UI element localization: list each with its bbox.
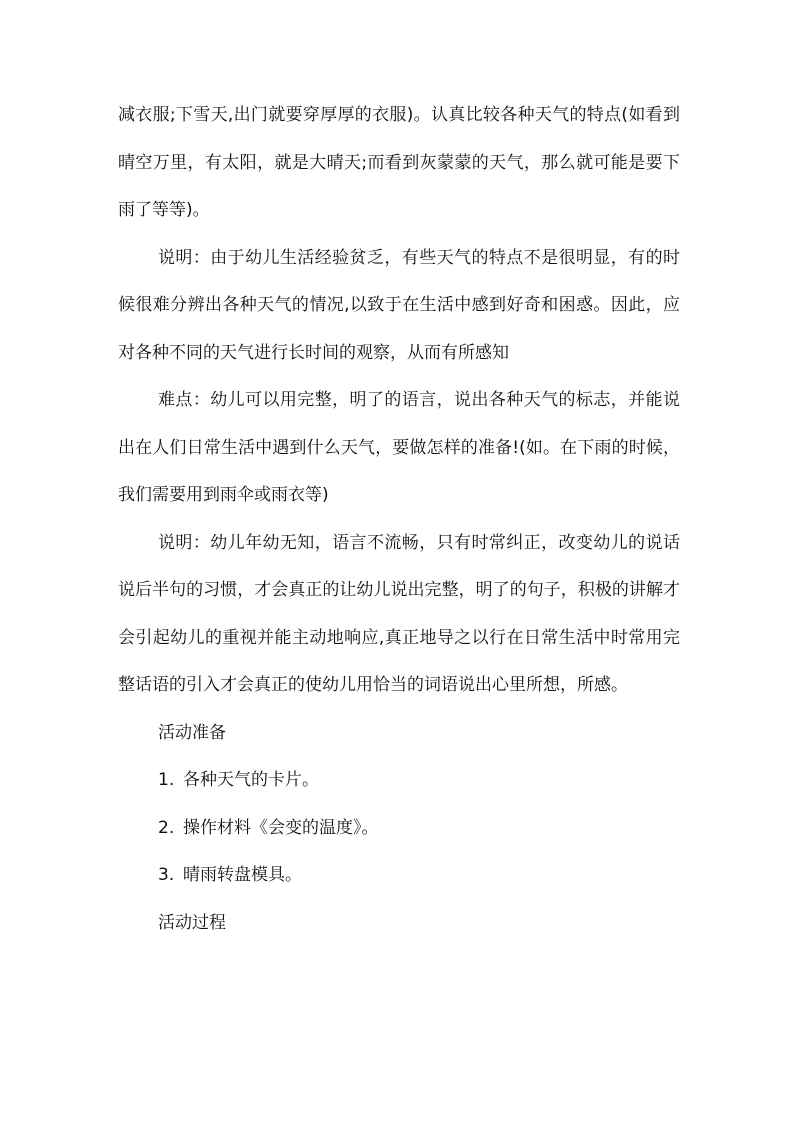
paragraph-explanation-language: 说明：幼儿年幼无知，语言不流畅，只有时常纠正，改变幼儿的说话说后半句的习惯，才会真正的让幼儿说出完整，明了的句子，积极的讲解才会引起幼儿的重视并能主动地响应,真正地导之以行在日常生活中时常用完整话语的引入才会真正的使幼儿用恰当的词语说出心里所想，所感。	[118, 532, 680, 695]
list-item	[118, 852, 680, 900]
heading-activity-preparation: 活动准备	[158, 722, 226, 743]
list-item-text: 各种天气的卡片。	[183, 770, 319, 790]
list-item	[118, 805, 680, 853]
list-item-number: 1.	[158, 770, 175, 790]
paragraph-clothing-weather: 减衣服;下雪天,出门就要穿厚厚的衣服)。认真比较各种天气的特点(如看到晴空万里，有太阳，就是大晴天;而看到灰蒙蒙的天气，那么就可能是要下雨了等等)。	[118, 105, 680, 220]
paragraph-difficulty: 难点：幼儿可以用完整，明了的语言，说出各种天气的标志，并能说出在人们日常生活中遇到什么天气，要做怎样的准备!(如。在下雨的时候，我们需要用到雨伞或雨衣等)	[118, 390, 680, 505]
heading-activity-process: 活动过程	[158, 912, 226, 933]
paragraph-explanation-observation: 说明：由于幼儿生活经验贫乏，有些天气的特点不是很明显，有的时候很难分辨出各种天气的情况,以致于在生活中感到好奇和困惑。因此，应对各种不同的天气进行长时间的观察，从而有所感知	[118, 247, 680, 363]
list-item-number: 3.	[158, 865, 175, 885]
list-item-text: 晴雨转盘模具。	[183, 865, 302, 885]
document-body	[118, 92, 680, 947]
list-item-number: 2.	[158, 817, 175, 838]
list-item-text: 操作材料《会变的温度》。	[183, 817, 379, 838]
list-item	[118, 757, 680, 805]
